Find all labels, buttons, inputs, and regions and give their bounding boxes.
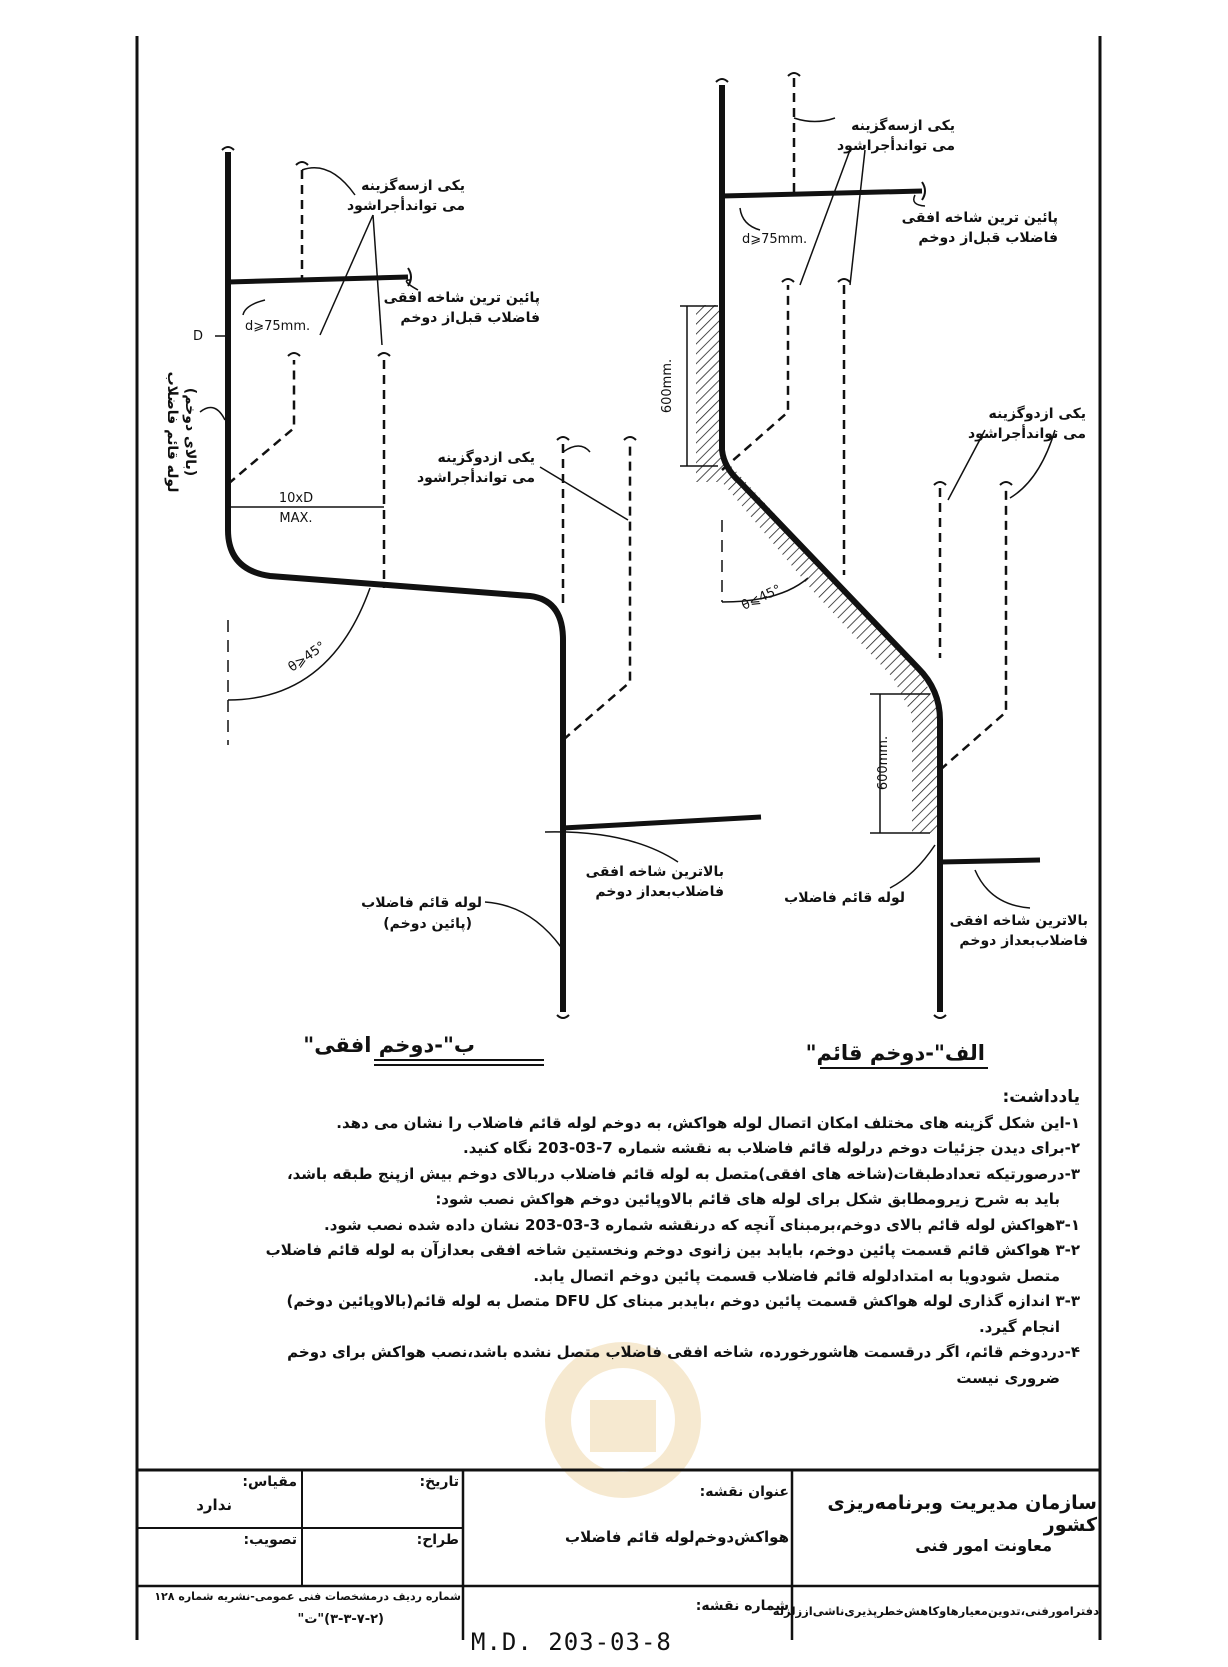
number-value: M.D. 203-03-8 <box>471 1628 672 1656</box>
left-lowest-branch-label-1: پائین ترین شاخه افقی <box>383 290 540 306</box>
left-dist-label-2: MAX. <box>279 511 313 526</box>
title-block <box>137 1470 1100 1667</box>
org-office: دفترامورفنی،تدوین‌معیارهاوکاهش‌خطرپذیری‌ناشی‌اززلزله <box>772 1604 1099 1618</box>
title-label: عنوان نقشه: <box>699 1484 789 1500</box>
hatched-zone <box>696 305 940 833</box>
note-line: متصل شودویا به امتدادلوله قائم فاضلاب قسمت پائین دوخم اتصال یابد. <box>533 1266 1060 1285</box>
left-d-label: d⩾75mm. <box>245 319 311 334</box>
right-option2-line1: یکی ازدوگزینه <box>988 406 1086 422</box>
designer-label: طراح: <box>416 1532 459 1548</box>
left-lowest-branch <box>228 277 408 282</box>
left-vertical-label-2: (بالای دوخم) <box>182 387 198 477</box>
left-D-label: D <box>193 329 204 344</box>
left-vent-option-a <box>228 360 294 484</box>
org-name: سازمان مدیریت وبرنامه‌ریزی کشور <box>827 1492 1097 1536</box>
right-stack-label: لوله قائم فاضلاب <box>784 890 905 906</box>
notes-heading: یادداشت: <box>1002 1087 1080 1107</box>
right-dim-600-bottom: 600mm. <box>876 735 891 791</box>
left-highest-branch <box>563 817 761 828</box>
left-vertical-label-1: لوله قائم فاضلاب <box>164 371 180 493</box>
right-option3-line2: می تواندأجراشود <box>836 138 955 154</box>
left-highest-branch-label-2: فاضلاب‌بعداز دوخم <box>595 884 724 900</box>
note-line: ۳-درصورتیکه تعدادطبقات(شاخه های افقی)متصل به لوله قائم فاضلاب دربالای دوخم بیش ازپنج طبقه باشد، <box>286 1164 1080 1183</box>
notes-section <box>150 1085 1080 1391</box>
right-d-label: d⩾75mm. <box>742 232 808 247</box>
left-caption: "ب"-دوخم افقی <box>303 1033 475 1057</box>
left-dist-label-1: 10xD <box>278 491 314 506</box>
date-label: تاریخ: <box>419 1474 459 1490</box>
number-label: شماره نقشه: <box>695 1598 789 1614</box>
scale-value: ندارد <box>196 1496 232 1514</box>
title-value: هواکش‌دوخم‌لوله قائم فاضلاب <box>565 1528 789 1546</box>
right-vent-option-a <box>722 285 788 470</box>
left-vent-option-c <box>563 444 630 740</box>
note-line: ۱-این شکل گزینه های مختلف امکان اتصال لوله هواکش، به دوخم لوله قائم فاضلاب را نشان می دهد. <box>336 1113 1080 1132</box>
right-dim-600-top: 600mm. <box>660 358 675 414</box>
ref-label: شماره ردیف درمشخصات فنی عمومی-نشریه شماره ۱۲۸ <box>154 1590 461 1603</box>
note-line: ۳-۱هواکش لوله قائم بالای دوخم،برمبنای آنچه که درنقشه شماره 3-03-203 نشان داده شده نصب شود. <box>324 1215 1080 1234</box>
right-highest-branch <box>940 860 1040 862</box>
right-highest-branch-label-1: بالاترین شاخه افقی <box>949 913 1088 929</box>
note-line: ۳-۲ هواکش قائم قسمت پائین دوخم، بایابد بین زانوی دوخم ونخستین شاخه افقی بعدازآن به لوله قائم فاضلاب <box>265 1241 1080 1259</box>
org-sub: معاونت امور فنی <box>915 1536 1052 1555</box>
right-lowest-branch <box>722 191 922 196</box>
left-stack-label-1: لوله قائم فاضلاب <box>361 895 482 911</box>
left-highest-branch-label-1: بالاترین شاخه افقی <box>585 864 724 880</box>
approval-label: تصویب: <box>243 1532 297 1548</box>
left-option3-line2: می تواندأجراشود <box>346 198 465 214</box>
note-line: ۳-۳ اندازه گذاری لوله هواکش قسمت پائین دوخم ،بایدبر مبنای کل DFU متصل به لوله قائم(بالاوپائین دوخم) <box>286 1292 1080 1310</box>
right-diagram <box>660 73 1088 1068</box>
scale-label: مقیاس: <box>242 1474 297 1490</box>
right-caption: "الف"-دوخم قائم <box>805 1041 985 1065</box>
left-option2-line2: می تواندأجراشود <box>416 470 535 486</box>
left-lowest-branch-label-2: فاضلاب قبل‌از دوخم <box>400 310 540 326</box>
left-diagram <box>164 147 761 1065</box>
right-lowest-branch-label-1: پائین ترین شاخه افقی <box>901 210 1058 226</box>
right-lowest-branch-label-2: فاضلاب قبل‌از دوخم <box>918 230 1058 246</box>
left-angle-label: θ⩾45° <box>285 638 329 676</box>
right-option3-line1: یکی ازسه‌گزینه <box>851 118 955 134</box>
right-vent-option-c <box>940 488 1006 770</box>
note-line: ۲-برای دیدن جزئیات دوخم درلوله قائم فاضلاب به نقشه شماره 7-03-203 نگاه کنید. <box>463 1139 1080 1157</box>
right-option2-line2: می تواندأجراشود <box>967 426 1086 442</box>
note-line: ضروری نیست <box>956 1368 1060 1387</box>
left-option2-line1: یکی ازدوگزینه <box>437 450 535 466</box>
ref-value: (۳-۳-۷-۲)"ت" <box>297 1612 384 1627</box>
left-stack-label-2: (پائین دوخم) <box>383 916 472 932</box>
note-line: انجام گیرد. <box>978 1317 1060 1336</box>
right-highest-branch-label-2: فاضلاب‌بعداز دوخم <box>959 933 1088 949</box>
note-line: باید به شرح زیرومطابق شکل برای لوله های قائم بالاوپائین دوخم هواکش نصب شود: <box>435 1190 1060 1208</box>
note-line: ۴-دردوخم قائم، اگر درقسمت هاشورخورده، شاخه افقی فاضلاب متصل نشده باشد،نصب هواکش برای دوخم <box>287 1343 1080 1361</box>
right-angle-label: θ⩽45° <box>739 582 784 614</box>
left-option3-line1: یکی ازسه‌گزینه <box>361 178 465 194</box>
